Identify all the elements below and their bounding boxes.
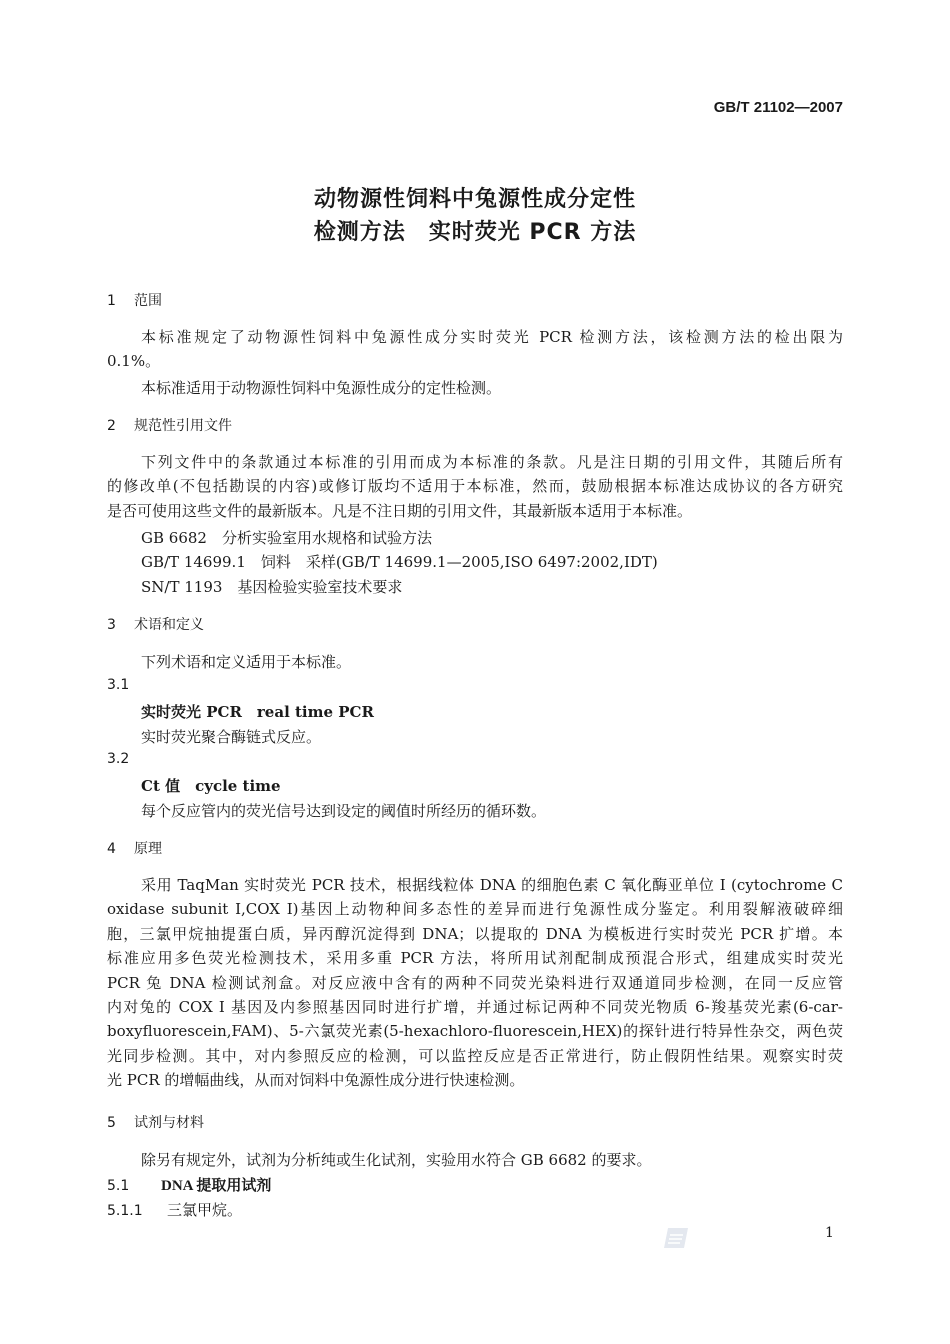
- section-title: 术语和定义: [134, 617, 204, 633]
- text-line: 0.1%。: [107, 352, 161, 371]
- term-3-2-number: 3.2: [107, 751, 130, 767]
- section-title: 试剂与材料: [134, 1115, 204, 1131]
- section-4-paragraph: [107, 873, 843, 1093]
- sac-logo-icon: [663, 1227, 689, 1249]
- document-title-line2: 检测方法 实时荧光 PCR 方法: [313, 220, 637, 245]
- text-line: 光 PCR 的增幅曲线，从而对饲料中兔源性成分进行快速检测。: [107, 1071, 525, 1090]
- section-number: 5: [107, 1115, 116, 1131]
- reference-gb6682: GB 6682 分析实验室用水规格和试验方法: [141, 529, 432, 547]
- section-number: 1: [107, 293, 116, 309]
- text-line: 标准应用多色荧光检测技术，采用多重 PCR 方法，将所用试剂配制成预混合形式，组建成实时荧光: [107, 949, 843, 968]
- reference-snt1193: SN/T 1193 基因检验实验室技术要求: [141, 578, 403, 596]
- text-line: 本标准规定了动物源性饲料中兔源性成分实时荧光 PCR 检测方法，该检测方法的检出限为: [141, 328, 843, 346]
- section-number: 4: [107, 841, 116, 857]
- subsection-number: 5.1: [107, 1178, 130, 1194]
- text-line: boxyfluorescein,FAM)、5-六氯荧光素(5-hexachloro-fluorescein,HEX)的探针进行特异性杂交，两色荧: [107, 1022, 843, 1041]
- section-5-paragraph: 除另有规定外，试剂为分析纯或生化试剂，实验用水符合 GB 6682 的要求。: [141, 1151, 652, 1169]
- section-1-paragraph-2: 本标准适用于动物源性饲料中兔源性成分的定性检测。: [141, 379, 502, 397]
- subsection-5-1: [107, 1174, 271, 1195]
- section-number: 2: [107, 418, 116, 434]
- text-line: 是否可使用这些文件的最新版本。凡是不注日期的引用文件，其最新版本适用于本标准。: [107, 501, 693, 520]
- term-3-2-title: Ct 值 cycle time: [141, 777, 281, 795]
- subsection-5-1-1: [107, 1199, 242, 1220]
- section-title: 规范性引用文件: [134, 418, 232, 434]
- subsection-number: 5.1.1: [107, 1203, 143, 1219]
- reference-gbt14699: GB/T 14699.1 饲料 采样(GB/T 14699.1—2005,ISO 6497:2002,IDT): [141, 553, 658, 571]
- section-2-paragraph: [107, 450, 843, 523]
- section-2-heading: [107, 415, 232, 435]
- section-1-heading: [107, 290, 162, 310]
- text-line: 胞，三氯甲烷抽提蛋白质，异丙醇沉淀得到 DNA；以提取的 DNA 为模板进行实时荧光 PCR 扩增。本: [107, 924, 843, 943]
- section-number: 3: [107, 617, 116, 633]
- subsection-text: 三氯甲烷。: [167, 1201, 243, 1219]
- section-4-heading: [107, 838, 162, 858]
- page-number: 1: [825, 1225, 834, 1241]
- subsection-title: DNA 提取用试剂: [161, 1178, 272, 1194]
- section-5-heading: [107, 1112, 204, 1132]
- section-3-intro: 下列术语和定义适用于本标准。: [141, 653, 352, 671]
- standard-code: GB/T 21102—2007: [713, 99, 843, 116]
- section-title: 范围: [134, 293, 162, 309]
- term-3-1-number: 3.1: [107, 677, 130, 693]
- section-3-heading: [107, 614, 204, 634]
- document-title-line1: 动物源性饲料中兔源性成分定性: [313, 187, 636, 212]
- text-line: PCR 兔 DNA 检测试剂盒。对反应液中含有的两种不同荧光染料进行双通道同步检测，在同一反应管: [107, 973, 843, 992]
- text-line: 采用 TaqMan 实时荧光 PCR 技术，根据线粒体 DNA 的细胞色素 C 氧化酶亚单位 I (cytochrome C: [141, 876, 843, 894]
- term-3-1-definition: 实时荧光聚合酶链式反应。: [141, 728, 322, 746]
- term-3-2-definition: 每个反应管内的荧光信号达到设定的阈值时所经历的循环数。: [141, 802, 547, 820]
- text-line: 内对兔的 COX I 基因及内参照基因同时进行扩增，并通过标记两种不同荧光物质 6-羧基荧光素(6-car-: [107, 998, 843, 1017]
- text-line: oxidase subunit I,COX I)基因上动物种间多态性的差异而进行兔源性成分鉴定。利用裂解液破碎细: [107, 900, 843, 919]
- term-3-1-title: 实时荧光 PCR real time PCR: [141, 703, 374, 721]
- text-line: 的修改单(不包括勘误的内容)或修订版均不适用于本标准，然而，鼓励根据本标准达成协议的各方研究: [107, 477, 843, 496]
- section-1-paragraph-1: [107, 325, 843, 374]
- text-line: 下列文件中的条款通过本标准的引用而成为本标准的条款。凡是注日期的引用文件，其随后所有: [141, 453, 843, 471]
- text-line: 光同步检测。其中，对内参照反应的检测，可以监控反应是否正常进行，防止假阴性结果。观察实时荧: [107, 1046, 843, 1065]
- section-title: 原理: [134, 841, 162, 857]
